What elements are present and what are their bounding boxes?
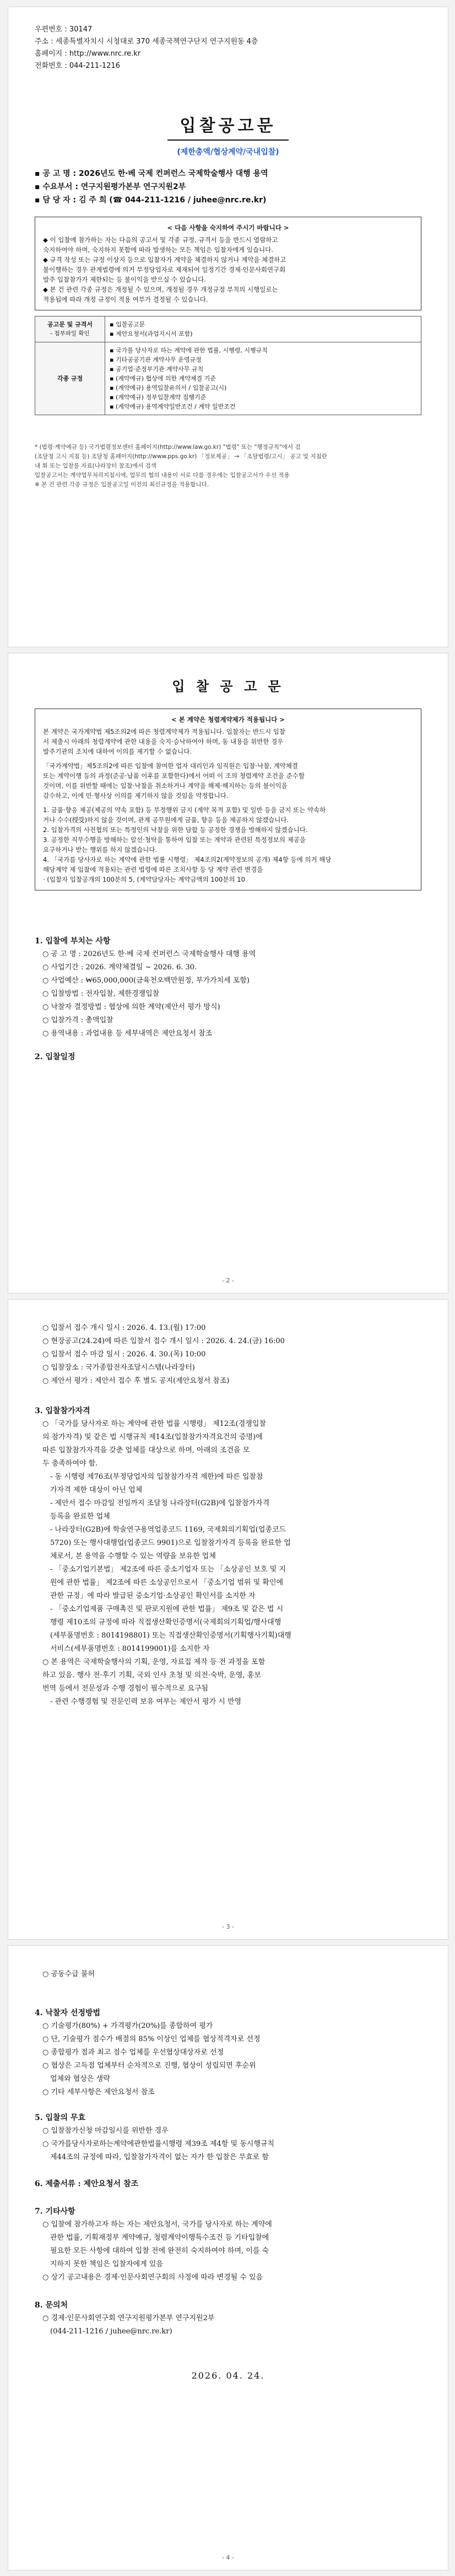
closing-date: 2026. 04. 24. [191,2370,265,2381]
section-2 [35,1050,421,1064]
page-number: - 3 - [222,1923,234,1930]
section-heading: 6. 제출서류 : 제안요청서 참조 [35,2180,139,2188]
cover-subtitle: (제한총액/협상계약/국내입찰) [177,148,279,157]
homepage: 홈페이지 : http://www.nrc.re.kr [35,50,141,58]
cover-title: 입찰공고문 [180,116,277,136]
row-label: 각종 규정 [35,342,105,415]
page2-title: 입 찰 공 고 문 [172,678,284,694]
postal-code: 우편번호 : 30147 [35,25,93,34]
section-4: 4. 낙찰자 선정방법 ○ 기술평가(80%) + 가격평가(20%)를 종합하여 평가 ○ 단, 기술평가 점수가 배점의 85% 이상인 업체를 협상적격자로 선정 ○ 종합평가 점과 최고 점수 업체를 우선협상대상자로 선정 ○ 협상은 고득점 업체부터 순차적으로 진행, 협상이 성립되면 후순위 업체와 협상은 생략 ○ 기타 세부사항은 제안요청서 참조 [35,2006,421,2099]
page-number: - 2 - [222,1277,234,1284]
section-heading: 2. 입찰일정 [35,1053,75,1061]
address: 주소 : 세종특별자치시 시청대로 370 세종국책연구단지 연구지원동 4층 [35,37,258,46]
page-2 [8,653,448,1294]
section-heading: 3. 입찰참가자격 [35,1407,90,1415]
integrity-box: < 본 계약은 청렴계약제가 적용됩니다 > 본 계약은 국가계약법 제5조의2에 따른 청렴계약제가 적용됩니다. 입찰자는 반드시 입찰 서 제출시 아래의 청렴계약에 관한 내용을 숙지·승낙하여야 하며, 동 내용을 위반한 경우 발주기관의 조치에 대하여 이의를 제기할 수 없습니다. 「국가계약법」제5조의2에 따른 입찰에 참여한 업자 대리인과 임직원은 입찰·낙찰, 계약체결 또는 계약이행 등의 과정(준공·납품 이후를 포함한다)에서 어떠 이 조의 청렴계약 조건을 준수할 것이며, 이를 위반할 때에는 입찰·낙찰을 취소하거나 계약을 해제·해지하는 등의 불이익을 감수하고, 이에 민·형사상 이의를 제기하지 않을 것임을 약정합니다. 1. 금품·향응 제공(제공의 약속 포함) 등 부정행위 금지 (계약 목적 포함) 및 일반 등을 금지 또는 약속하 거나 수수(授受)하지 않을 것이며, 관계 공무원에게 금품, 향응 등을 제공하지 않겠습니다. 2. 입찰가격의 사전협의 또는 특정인의 낙찰을 위한 담합 등 공정한 경쟁을 방해하지 않겠습니다. 3. 공정한 직무수행을 방해하는 알선·청탁을 통하여 입찰 또는 계약과 관련된 특정정보의 제공을 요구하거나 받는 행위를 하지 않겠습니다. 4. 「국가를 당사자로 하는 계약에 관한 법률 시행령」 제4조의2(계약정보의 공개) 제4항 등에 의거 해당 해당계약 제 입찰에 적용되는 관련 법령에 따른 조치사항 등 당 계약 관련 변경을 · (입찰자 입찰공개의 100분의 5, (계약담당자는 계약금액의 100분의 10 [35,709,421,890]
section-8: 8. 문의처 ○ 경제·인문사회연구회 연구지원평가본부 연구지원2부 (044-211-1216 / juhee@nrc.re.kr) [35,2299,421,2338]
section-heading: 5. 입찰의 무효 [35,2113,85,2122]
notice-box [35,217,421,310]
section-heading: 8. 문의처 [35,2301,68,2310]
department: ▪ 수요부서 : 연구지원평가본부 연구지원2부 [35,183,186,191]
phone: 전화번호 : 044-211-1216 [35,62,120,70]
section-heading: 1. 입찰에 부치는 사항 [35,937,111,946]
notice-line: ◆ 이 입찰에 참가하는 자는 다음의 공고서 및 각종 규정, 규격서 등을 반드시 열람하고 [43,236,278,244]
page-1 [8,7,448,647]
row-label: 공고문 및 규격서 - 첨부파일 확인 [35,316,105,342]
reference-table [35,316,421,415]
section-heading: 4. 낙찰자 선정방법 [35,2009,101,2017]
notice-line: ◆ 규격 작성 또는 규정 이상지 등으로 입찰자가 계약을 체결하지 않거나 계약을 체결하고 [43,256,286,264]
page-4 [8,1945,448,2570]
footnotes: * (법령·계약예규 등) 국가법령정보센터 홈페이지(http://www.law.go.kr) "법령" 또는 "행정규칙"에서 검 (조달청 고시 지침 등) 조달청 홈페이지(http://www.pps.go.kr) 「정보제공」 → 「조달법령/고시」 공고 및 지침란 내 회 또는 입찰를 자료(나라장터 참조)에서 검색 입찰공고서는 계약업무처리지침시에, 업무의 협의 내용이 서로 다를 경우에는 입찰공고서가 우선 적용 ※ 본 건 관련 각종 규정은 입찰공고일 이전의 최신규정을 적용합니다. [35,444,327,488]
section-5: 5. 입찰의 무효 ○ 입찰참가신청 마감일시를 위반한 경우 ○ 국가를당사자로하는계약에관한법률시행령 제39조 제4항 및 동시행규칙 제44조의 규정에 따라, 입찰참가자격이 없는 자가 한 입찰은 무효로 함 [35,2111,421,2164]
section-3-tail: ○ 공동수급 불허 [42,1970,95,1978]
section-7: 7. 기타사항 ○ 입찰에 참가하고자 하는 자는 제안요청서, 국가를 당사자로 하는 계약에 관한 법률, 기획재정부 계약예규, 청렴계약이행특수조건 등 기타입찰에 필요한 모든 사항에 대하여 입찰 전에 완전히 숙지하여야 하며, 이를 숙 지하지 못한 책임은 입찰자에게 있음 ○ 상기 공고내용은 경제·인문사회연구회의 사정에 따라 변경될 수 있음 [35,2205,421,2284]
section-heading: 7. 기타사항 [35,2207,75,2216]
contact-person: ▪ 담 당 자 : 김 주 희 (☎ 044-211-1216 / juhee@nrc.re.kr) [35,196,267,205]
title-underline [167,139,289,141]
page-number: - 4 - [222,2554,234,2561]
section-2-content: ○ 입찰서 접수 개시 일시 : 2026. 4. 13.(월) 17:00 ○ 현장공고(24.24)에 따른 입찰서 접수 개시 일시 : 2026. 4. 24.(금) 16:00 ○ 입찰서 접수 마감 일시 : 2026. 4. 30.(목) 10:00 ○ 입찰장소 : 국가종합전자조달시스템(나라장터) ○ 제안서 평가 : 제안서 접수 후 별도 공지(제안요청서 참조) [42,1324,285,1385]
row-content: ▪ 국가를 당사자로 하는 계약에 관한 법률, 시행령, 시행규칙 ▪ 기타공공기관 계약사무 운영규정 ▪ 공기업·준정부기관 계약사무 규칙 ▪ (계약예규) 협상에 의한 계약체결 기준 ▪ (계약예규) 용역입찰유의서 / 입찰공고(시) ▪ (계약예규) 정부입찰계약 집행기준 ▪ (계약예규) 용역계약일반조건 / 계약 일반조건 [105,342,421,415]
notice-line: 적용됩에 따라 개정 규정이 적용 여부가 결정될 수 있습니다. [43,296,208,303]
notice-caption: < 다음 사항을 숙지하여 주시기 바랍니다 > [167,224,289,232]
notice-line: 발주 입찰참가가 제한되는 등 불이익을 받으실 수 있습니다. [43,276,206,283]
notice-name: ▪ 공 고 명 : 2026년도 한‧베 국제 컨퍼런스 국제학술행사 대행 용역 [35,169,268,178]
table-row [35,342,421,415]
notice-line: 불이행하는 경우 관계법령에 의거 부정당업자로 제재되어 일정기간 경제·인문사회연구회 [43,266,286,273]
notice-line: 숙지하여야 하며, 숙지하지 못함에 따라 발생하는 모든 책임은 입찰자에게 있습니다. [43,246,273,254]
section-6 [35,2177,421,2191]
row-content: ▪ 입찰공고문 ▪ 제안요청서(과업지시서 포함) [105,316,421,342]
table-row [35,316,421,342]
section-3: 3. 입찰참가자격 ○ 「국가를 당사자로 하는 계약에 관한 법률 시행령」 제12조(경쟁입찰 의 참가자격) 및 같은 법 시행규칙 제14조(입찰참가자격요건의 증명)에 따른 입찰참가자격을 갖춘 업체를 대상으로 하며, 아래의 조건을 모 두 충족하여야 함. - 동 시행령 제76조(부정당업자의 입찰참가자격 제한)에 따른 입찰참 가자격 제한 대상이 아닌 업체 - 제안서 접수 마감일 전일까지 조달청 나라장터(G2B)에 입찰참가자격 등록을 완료한 업체 - 나라장터(G2B)에 학술연구용역업종코드 1169, 국제회의기획업(업종코드 5720) 또는 행사대행업(업종코드 9901)으로 입찰참가자격 등록을 완료한 업 체로서, 본 용역을 수행할 수 있는 역량을 보유한 업체 - 「중소기업기본법」 제2조에 따른 중소기업자 또는 「소상공인 보호 및 지 원에 관한 법률」 제2조에 따른 소상공인으로서 「중소기업 범위 및 확인에 관한 규정」에 따라 발급된 중소기업·소상공인 확인서를 소지한 자 - 「중소기업제품 구매촉진 및 판로지원에 관한 법률」 제9조 및 같은 법 시 행령 제10조의 규정에 따라 직접생산확인증명서(국제회의기획업/행사대행 (세부품명번호 : 8014198801) 또는 직접생산확인증명서(기획행사기획)대행 서비스(세부품명번호 : 8014199001)를 소지한 자 ○ 본 용역은 국제학술행사의 기획, 운영, 자료집 제작 등 전 과정을 포함 하고 있음. 행사 전·후기 기획, 국외 인사 초청 및 의전·숙박, 운영, 홍보 번역 등에서 전문성과 수행 경험이 필수적으로 요구됨 - 관련 수행경험 및 전문인력 보유 여부는 제안서 평가 시 반영 [35,1404,421,1709]
page-3 [8,1299,448,1940]
section-1: 1. 입찰에 부치는 사항 ○ 공 고 명 : 2026년도 한·베 국제 컨퍼런스 국제학술행사 대행 용역 ○ 사업기간 : 2026. 계약체결일 ~ 2026. 6. 30. ○ 사업예산 : ₩65,000,000(금육천오백만원정, 부가가치세 포함) ○ 입찰방법 : 전자입찰, 제한경쟁입찰 ○ 낙찰자 결정방법 : 협상에 의한 계약(제안서 평가 방식) ○ 입찰가격 : 총액입찰 ○ 용역내용 : 과업내용 등 세부내역은 제안요청서 참조 [35,935,421,1040]
integrity-caption: < 본 계약은 청렴계약제가 적용됩니다 > [171,716,285,723]
notice-line: ◆ 본 건 관련 각종 규정은 개정될 수 있으며, 개정될 경우 개정규정 부칙의 시행일로는 [43,286,278,293]
sender-info [35,24,421,72]
